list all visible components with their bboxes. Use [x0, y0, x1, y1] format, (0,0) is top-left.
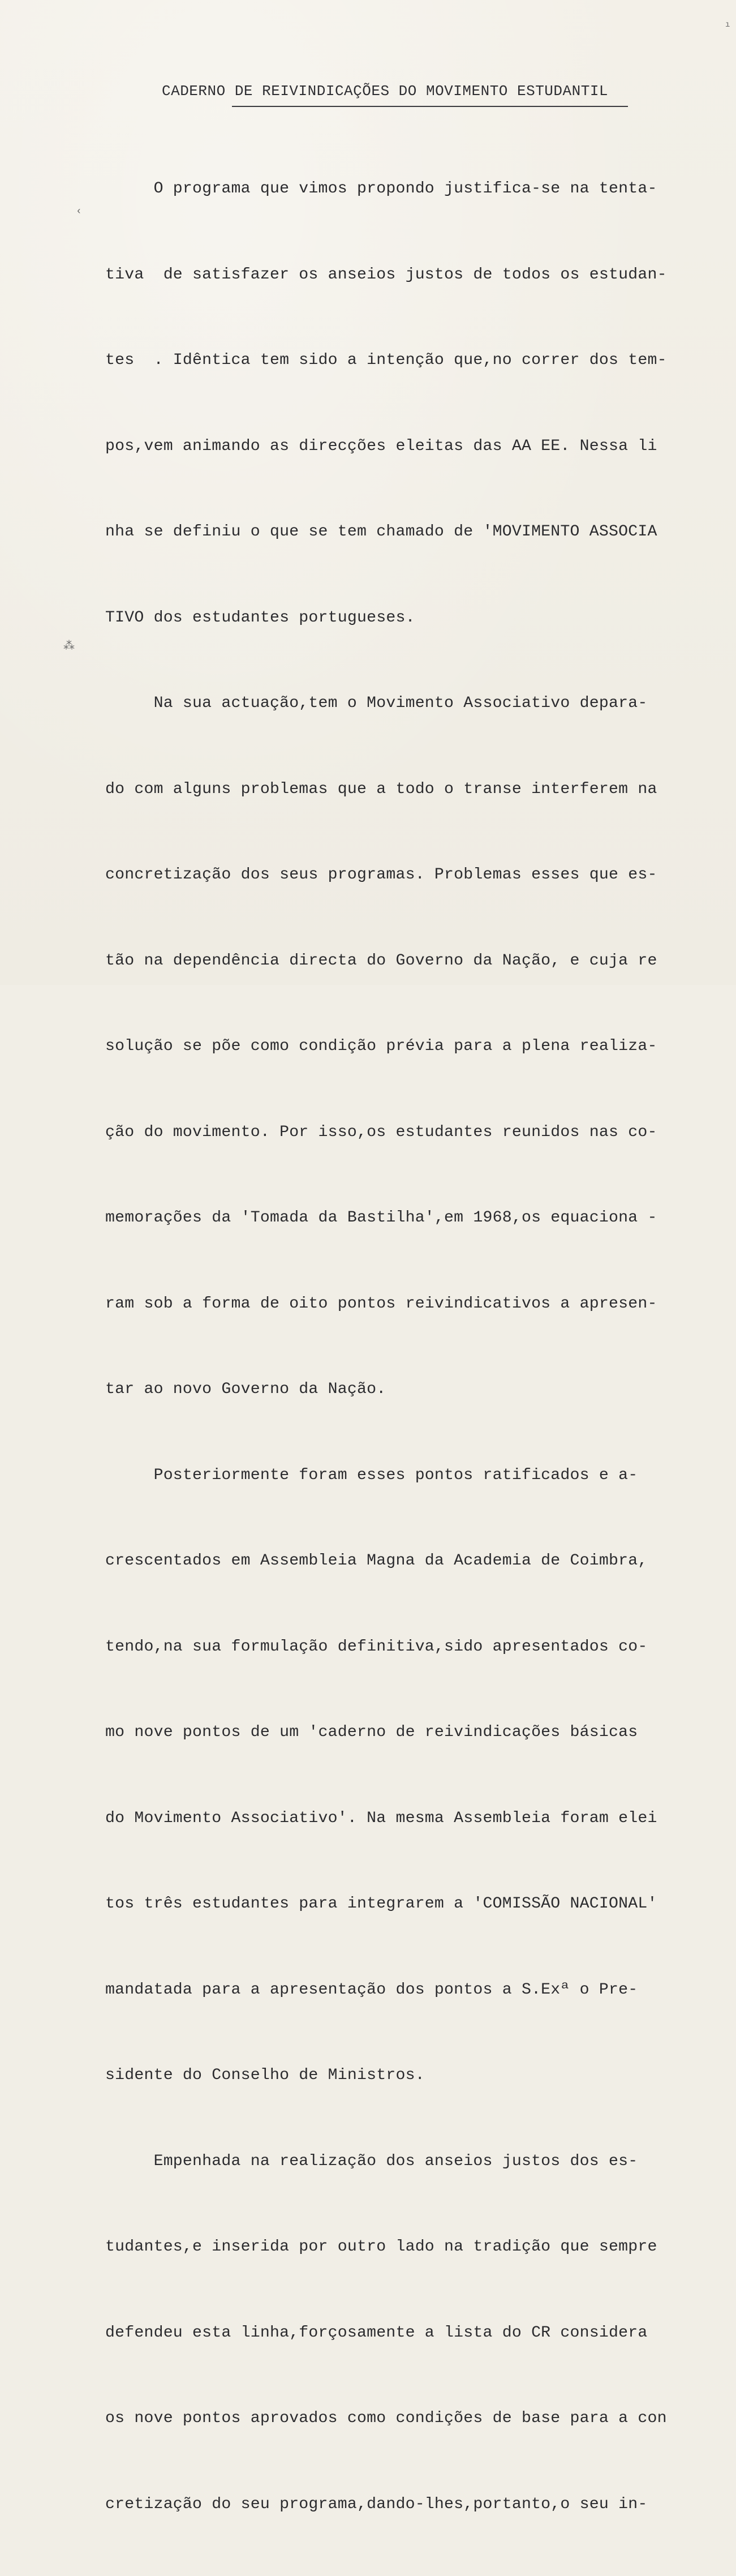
text-line: Posteriormente foram esses pontos ratificados e a-: [105, 1466, 638, 1484]
text-line: os nove pontos aprovados como condições de base para a con: [105, 2410, 667, 2427]
text-line: do Movimento Associativo'. Na mesma Assembleia foram elei: [105, 1809, 657, 1827]
text-line: tar ao novo Governo da Nação.: [105, 1381, 386, 1398]
document-title: CADERNO DE REIVINDICAÇÕES DO MOVIMENTO ESTUDANTIL: [162, 83, 609, 100]
text-line: tos três estudantes para integrarem a 'COMISSÃO NACIONAL': [105, 1895, 657, 1913]
text-line: tudantes,e inserida por outro lado na tradição que sempre: [105, 2238, 657, 2256]
text-line: concretização dos seus programas. Problemas esses que es-: [105, 866, 657, 884]
text-line: memorações da 'Tomada da Bastilha',em 1968,os equaciona -: [105, 1209, 657, 1227]
text-line: defendeu esta linha,forçosamente a lista do CR considera: [105, 2324, 648, 2342]
text-line: mo nove pontos de um 'caderno de reivindicações básicas: [105, 1724, 638, 1741]
margin-mark: ı: [725, 20, 730, 29]
text-line: tão na dependência directa do Governo da Nação, e cuja re: [105, 951, 657, 970]
text-line: cretização do seu programa,dando-lhes,portanto,o seu in-: [105, 2495, 648, 2513]
margin-mark: ‹: [76, 206, 82, 217]
text-line: solução se põe como condição prévia para a plena realiza-: [105, 1038, 657, 1055]
text-line: tendo,na sua formulação definitiva,sido apresentados co-: [105, 1638, 648, 1656]
title-underline: [232, 106, 628, 107]
text-line: nha se definiu o que se tem chamado de 'MOVIMENTO ASSOCIA: [105, 523, 657, 541]
text-line: tes . Idêntica tem sido a intenção que,no correr dos tem-: [105, 352, 667, 369]
text-line: Empenhada na realização dos anseios justos dos es-: [105, 2152, 638, 2170]
document-body: [105, 118, 671, 2576]
text-line: pos,vem animando as direcções eleitas das AA EE. Nessa li: [105, 437, 657, 455]
text-line: sidente do Conselho de Ministros.: [105, 2067, 425, 2084]
text-line: mandatada para a apresentação dos pontos a S.Exª o Pre-: [105, 1981, 638, 1999]
text-line: crescentados em Assembleia Magna da Academia de Coimbra,: [105, 1552, 648, 1570]
margin-mark: ⁂: [63, 640, 75, 653]
text-line: do com alguns problemas que a todo o transe interferem na: [105, 780, 657, 798]
text-line: O programa que vimos propondo justifica-se na tenta-: [105, 180, 657, 198]
text-line: ram sob a forma de oito pontos reivindicativos a apresen-: [105, 1295, 657, 1313]
text-line: ção do movimento. Por isso,os estudantes reunidos nas co-: [105, 1123, 657, 1141]
text-line: tiva de satisfazer os anseios justos de todos os estudan-: [105, 265, 667, 284]
text-line: TIVO dos estudantes portugueses.: [105, 608, 415, 627]
text-line: Na sua actuação,tem o Movimento Associativo depara-: [105, 695, 648, 712]
